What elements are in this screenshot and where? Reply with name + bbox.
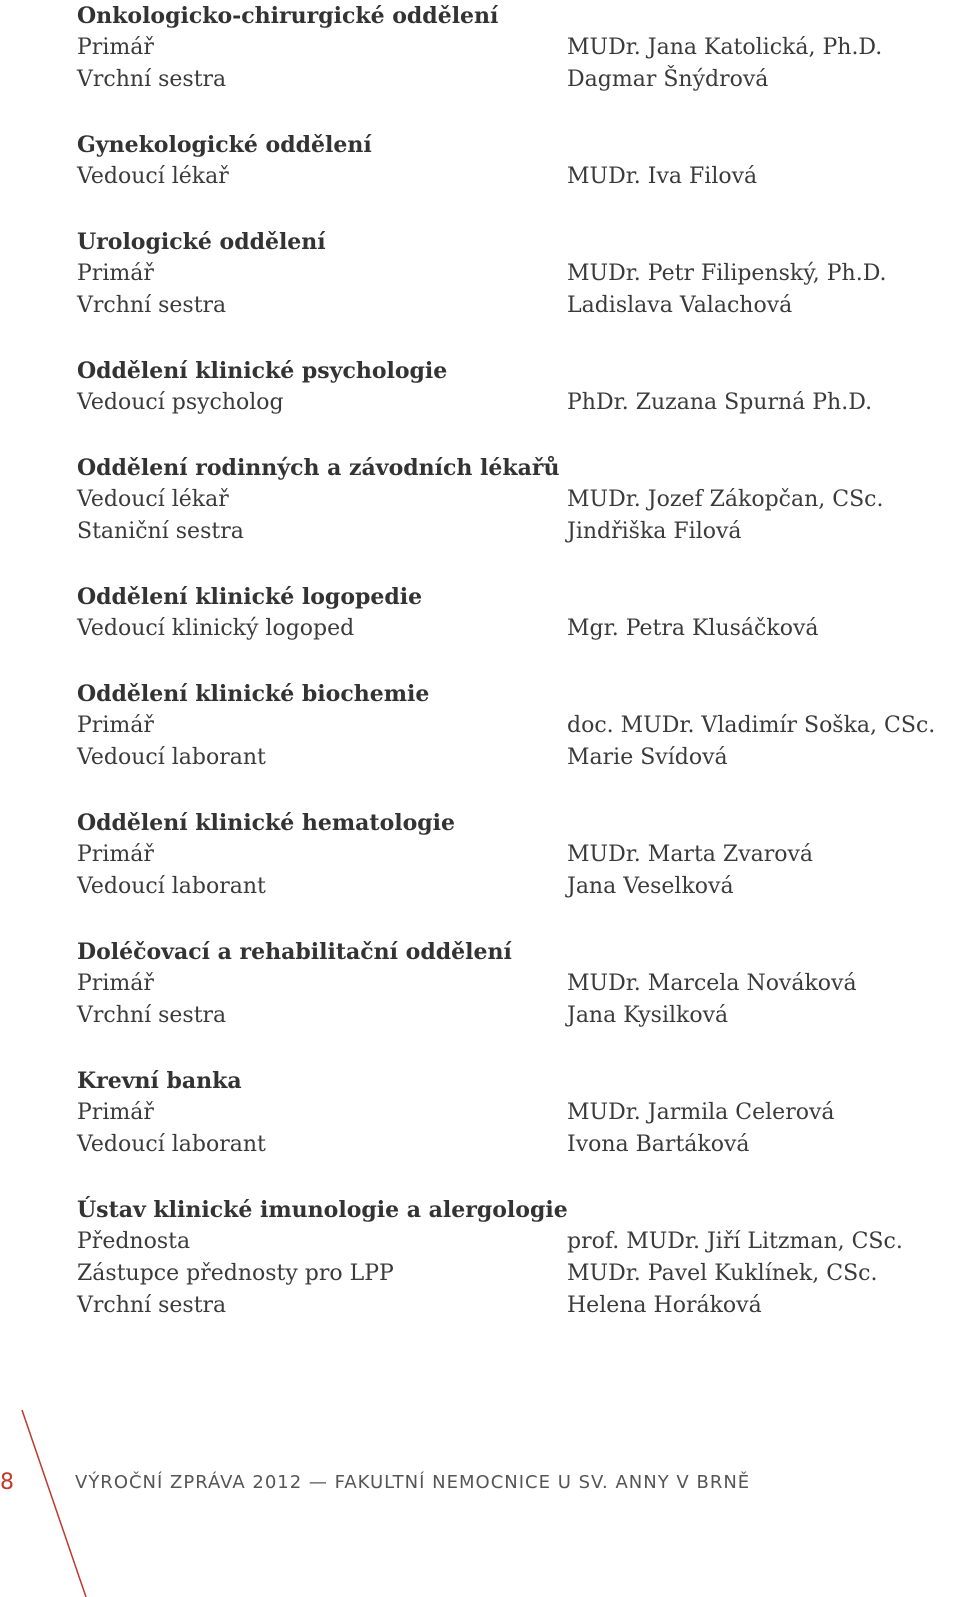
footer-diagonal-rule: [0, 1410, 120, 1597]
department-section: [77, 452, 957, 548]
staff-row: [77, 710, 957, 742]
department-title: Gynekologické oddělení: [77, 132, 372, 158]
staff-name: MUDr. Jana Katolická, Ph.D.: [567, 35, 883, 60]
staff-name: doc. MUDr. Vladimír Soška, CSc.: [567, 713, 936, 738]
staff-role: Zástupce přednosty pro LPP: [77, 1261, 394, 1286]
staff-role: Primář: [77, 261, 154, 286]
staff-role: Vedoucí psycholog: [77, 390, 284, 415]
staff-role: Vrchní sestra: [77, 293, 227, 318]
staff-name: MUDr. Petr Filipenský, Ph.D.: [567, 261, 887, 286]
staff-row: [77, 839, 957, 871]
staff-name: PhDr. Zuzana Spurná Ph.D.: [567, 390, 873, 415]
staff-role: Vedoucí laborant: [77, 1132, 266, 1157]
department-title: Ústav klinické imunologie a alergologie: [77, 1197, 568, 1223]
staff-role: Primář: [77, 971, 154, 996]
staff-role: Vrchní sestra: [77, 1003, 227, 1028]
staff-row: [77, 161, 957, 193]
staff-row: [77, 484, 957, 516]
department-section: [77, 129, 957, 193]
staff-name: MUDr. Marta Zvarová: [567, 842, 814, 867]
department-title: Oddělení klinické hematologie: [77, 810, 456, 836]
staff-row: [77, 742, 957, 774]
staff-row: [77, 871, 957, 903]
staff-role: Primář: [77, 35, 154, 60]
staff-name: MUDr. Jarmila Celerová: [567, 1100, 835, 1125]
department-title: Oddělení klinické psychologie: [77, 358, 448, 384]
staff-row: [77, 1129, 957, 1161]
staff-role: Primář: [77, 1100, 154, 1125]
staff-row: [77, 516, 957, 548]
staff-row: [77, 387, 957, 419]
staff-name: Jana Kysilková: [567, 1003, 729, 1028]
staff-name: Ladislava Valachová: [567, 293, 793, 318]
staff-name: MUDr. Jozef Zákopčan, CSc.: [567, 487, 884, 512]
department-section: [77, 678, 957, 774]
staff-role: Vedoucí lékař: [77, 487, 229, 512]
staff-row: [77, 258, 957, 290]
staff-role: Vedoucí laborant: [77, 874, 266, 899]
staff-row: [77, 1000, 957, 1032]
staff-name: Mgr. Petra Klusáčková: [567, 616, 819, 641]
department-section: [77, 355, 957, 419]
staff-directory: [77, 0, 957, 1355]
staff-name: Dagmar Šnýdrová: [567, 67, 769, 92]
staff-name: MUDr. Iva Filová: [567, 164, 758, 189]
staff-name: Helena Horáková: [567, 1293, 762, 1318]
department-section: [77, 1194, 957, 1322]
department-section: [77, 226, 957, 322]
department-section: [77, 1065, 957, 1161]
staff-row: [77, 968, 957, 1000]
department-section: [77, 936, 957, 1032]
footer-title: VÝROČNÍ ZPRÁVA 2012 — FAKULTNÍ NEMOCNICE U SV. ANNY V BRNĚ: [75, 1472, 751, 1493]
staff-name: MUDr. Pavel Kuklínek, CSc.: [567, 1261, 878, 1286]
staff-row: [77, 1097, 957, 1129]
staff-role: Vedoucí laborant: [77, 745, 266, 770]
staff-role: Vrchní sestra: [77, 1293, 227, 1318]
page-number: 8: [0, 1470, 14, 1495]
staff-name: MUDr. Marcela Nováková: [567, 971, 857, 996]
department-title: Doléčovací a rehabilitační oddělení: [77, 939, 512, 965]
staff-name: Ivona Bartáková: [567, 1132, 750, 1157]
staff-role: Vedoucí lékař: [77, 164, 229, 189]
staff-name: Jindřiška Filová: [567, 519, 742, 544]
staff-name: prof. MUDr. Jiří Litzman, CSc.: [567, 1229, 903, 1254]
department-title: Oddělení rodinných a závodních lékařů: [77, 455, 560, 481]
staff-row: [77, 64, 957, 96]
staff-row: [77, 290, 957, 322]
department-title: Oddělení klinické logopedie: [77, 584, 423, 610]
staff-role: Přednosta: [77, 1229, 191, 1254]
department-title: Oddělení klinické biochemie: [77, 681, 430, 707]
staff-row: [77, 613, 957, 645]
staff-row: [77, 1290, 957, 1322]
staff-role: Vrchní sestra: [77, 67, 227, 92]
staff-role: Primář: [77, 713, 154, 738]
department-section: [77, 0, 957, 96]
department-section: [77, 581, 957, 645]
department-section: [77, 807, 957, 903]
staff-row: [77, 1226, 957, 1258]
department-title: Urologické oddělení: [77, 229, 326, 255]
staff-role: Vedoucí klinický logoped: [77, 616, 355, 641]
staff-role: Primář: [77, 842, 154, 867]
staff-name: Jana Veselková: [567, 874, 734, 899]
department-title: Krevní banka: [77, 1068, 242, 1094]
staff-row: [77, 1258, 957, 1290]
department-title: Onkologicko-chirurgické oddělení: [77, 3, 499, 29]
staff-row: [77, 32, 957, 64]
page-footer: [0, 1410, 960, 1597]
staff-role: Staniční sestra: [77, 519, 244, 544]
staff-name: Marie Svídová: [567, 745, 728, 770]
